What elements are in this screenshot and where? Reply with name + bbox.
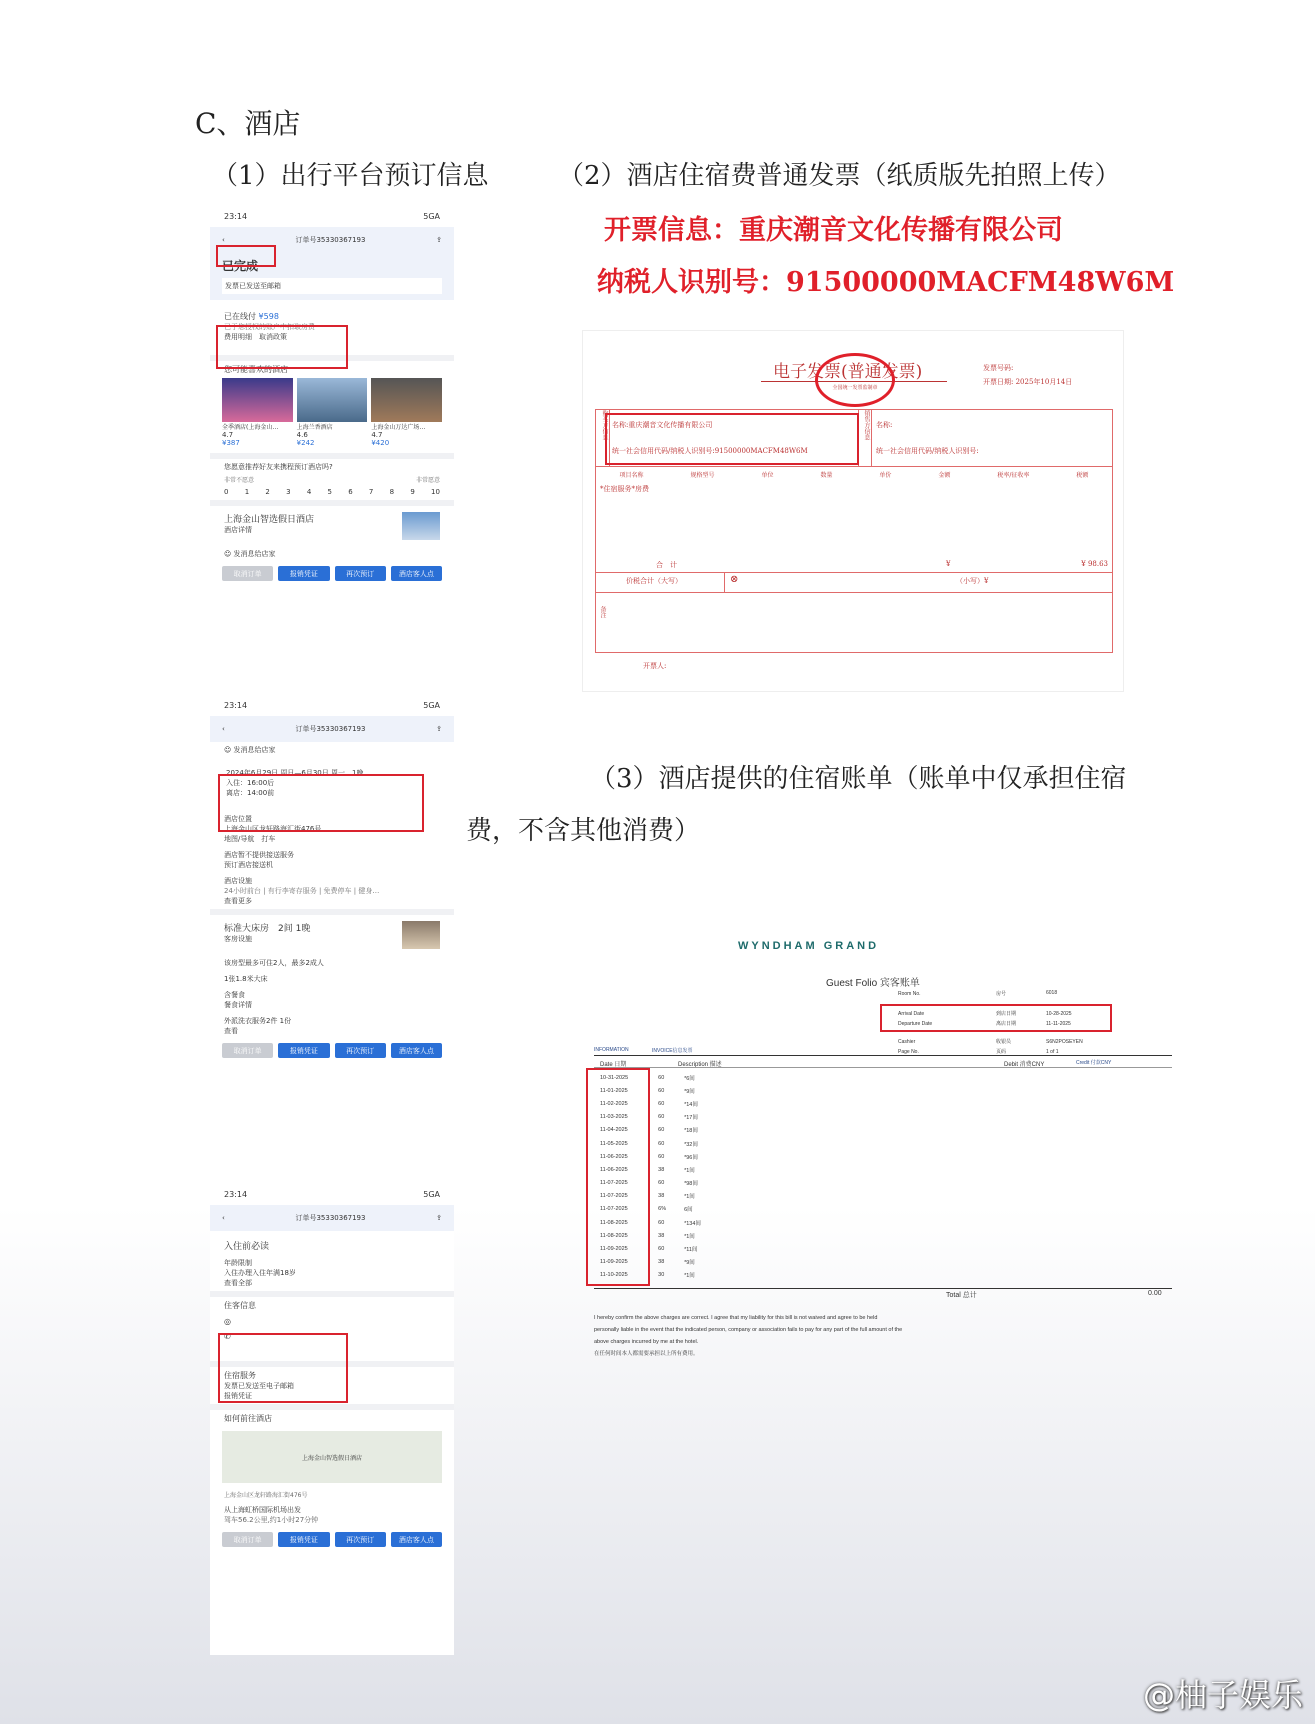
folio-cell-desc: *14间 [684, 1101, 698, 1108]
hotel-name: 上海金山智选假日酒店 [224, 515, 315, 525]
hotel-card[interactable]: 上海兰香酒店 4.6 ¥242 [297, 378, 368, 447]
hotel-card[interactable]: 全季酒店(上海金山… 4.7 ¥387 [222, 378, 293, 447]
folio-cell-code: 38 [658, 1193, 665, 1200]
invoice-notice[interactable]: 发票已发送至邮箱 [222, 278, 442, 294]
cancel-order-button[interactable]: 取消订单 [222, 1532, 273, 1547]
folio-cell-date: 11-07-2025 [600, 1180, 628, 1187]
phone-screenshot-1: 23:14 5GA ‹ 订单号35330367193 ⇪ 已完成 发票已发送至邮箱 已在线付 ¥598 已于您授权的账户中扣取房费 费用明细 取消政策 您可能喜欢的酒店 全季酒店(上海金山… 4.7 ¥387 上海兰香酒店 4.6 ¥242 上海金山万达广场… 4.7 ¥420 您愿意推荐好友来携程预订酒店吗? 非常不愿意 非常愿意 0 1 2 3 4 5 6 7 8 9 10 上海金山智选假日酒店 酒店详情 ☺ 发消息给店家 取消订单 报销凭证 再次预订 酒店客人点 [210, 205, 454, 677]
folio-cell-desc: *6间 [684, 1075, 695, 1082]
folio-cell-date: 11-08-2025 [600, 1219, 628, 1226]
hotel-detail-link[interactable]: 酒店详情 [224, 526, 252, 534]
stay-dates: 2024年6月29日 周日—6月30日 周一 1晚 [226, 769, 364, 777]
confirm-text: I hereby confirm the above charges are correct. I agree that my liability for this bill is not waived and agree to be held personally liable in the event that the indicated person, company or association fails to pay for any part of the full amount of the above charges incurred by me at the hotel. 在任何时间本人都需要承担以上所有费用。 [594, 1315, 903, 1357]
guest-info-title: 住客信息 [224, 1301, 256, 1310]
receipt-button[interactable]: 报销凭证 [278, 1532, 329, 1547]
back-icon[interactable]: ‹ [222, 1214, 225, 1222]
folio-cell-date: 11-07-2025 [600, 1206, 628, 1213]
checkin-time: 入住：16:00后 [226, 779, 275, 787]
message-shop[interactable]: 发消息给店家 [233, 550, 276, 558]
folio-cell-code: 60 [658, 1153, 665, 1160]
subtitle-folio-2: 费，不含其他消费） [466, 816, 701, 846]
folio-cell-code: 38 [658, 1166, 665, 1173]
user-icon: ◎ [224, 1317, 231, 1326]
status-bar: 23:14 5GA [224, 1189, 440, 1199]
folio-cell-desc: *98间 [684, 1181, 698, 1188]
phone-icon: ✆ [224, 1332, 231, 1341]
cancel-order-button[interactable]: 取消订单 [222, 566, 273, 581]
invoice-columns: 项目名称 规格型号 单位 数量 单价 金额 税率/征收率 税额 [619, 472, 1089, 479]
folio-cell-code: 6% [658, 1206, 667, 1213]
paid-note: 已于您授权的账户中扣取房费 [224, 323, 315, 331]
invoice-image: 电子发票(普通发票) 全国统一发票监制章 发票号码: 开票日期: 2025年10月14日 购买方信息 名称:重庆潮音文化传播有限公司 统一社会信用代码/纳税人识别号:91500000MACFM48W6M 销售方信息 名称: 统一社会信用代码/纳税人识别号: 项目名称 规格型号 单位 数量 单价 金额 税率/征收率 税额 *住宿服务*房费 合 计 ¥ ¥ 98.63 价税合计（大写） ⊗ （小写）¥ 备注 开票人: [582, 330, 1124, 692]
share-icon[interactable]: ⇪ [436, 725, 442, 733]
folio-cell-desc: *1间 [684, 1167, 695, 1174]
folio-cell-code: 60 [658, 1127, 665, 1134]
location-label: 酒店位置 [224, 815, 252, 823]
section-title: C、酒店 [195, 107, 301, 140]
order-status: 已完成 [222, 259, 259, 273]
map-preview[interactable]: 上海金山智选假日酒店 [222, 1431, 442, 1483]
meal-detail-link[interactable]: 餐食详情 [224, 1001, 252, 1009]
folio-cell-date: 11-07-2025 [600, 1193, 628, 1200]
folio-cell-date: 11-05-2025 [600, 1140, 628, 1147]
hotel-address: 上海金山区龙轩路海汇街476号 [224, 825, 322, 833]
folio-cell-desc: *1间 [684, 1194, 695, 1201]
order-number[interactable]: 订单号35330367193 [295, 725, 366, 733]
departure-date: 11-11-2025 [1046, 1021, 1071, 1027]
view-all-link[interactable]: 查看全部 [224, 1279, 252, 1287]
arrival-date: 10-28-2025 [1046, 1011, 1072, 1017]
folio-cell-desc: *9间 [684, 1260, 695, 1267]
folio-cell-date: 11-02-2025 [600, 1100, 628, 1107]
invoice-tax-id: 纳税人识别号：91500000MACFM48W6M [597, 267, 1175, 298]
folio-cell-desc: *1间 [684, 1273, 695, 1280]
rebook-button[interactable]: 再次预订 [335, 1043, 386, 1058]
folio-cell-date: 11-01-2025 [600, 1087, 628, 1094]
folio-cell-desc: *96间 [684, 1154, 698, 1161]
invoice-item: *住宿服务*房费 [600, 485, 649, 493]
rebook-button[interactable]: 再次预订 [335, 566, 386, 581]
folio-cell-date: 11-06-2025 [600, 1166, 628, 1173]
receipt-button[interactable]: 报销凭证 [278, 1043, 329, 1058]
order-navbar [210, 1205, 454, 1231]
folio-cell-code: 60 [658, 1140, 665, 1147]
subtitle-folio-1: （3）酒店提供的住宿账单（账单中仅承担住宿 [590, 764, 1127, 794]
folio-cell-desc: *18间 [684, 1128, 698, 1135]
folio-cell-date: 11-10-2025 [600, 1272, 628, 1279]
status-bar: 23:14 5GA [224, 700, 440, 710]
folio-cell-desc: *134间 [684, 1220, 701, 1227]
message-icon: ☺ [224, 746, 232, 754]
phone-screenshot-2: 23:14 5GA ‹ 订单号35330367193 ⇪ ☺ 发消息给店家 2024年6月29日 周日—6月30日 周一 1晚 入住：16:00后 离店：14:00前 酒店位置 上海金山区龙轩路海汇街476号 地图/导航 打车 酒店暂不提供接送服务 预订酒店接送机 酒店设施 24小时前台 | 有行李寄存服务 | 免费停车 | 健身… 查看更多 标准大床房 2间 1晚 客房设施 该房型最多可住2人，最多2成人 1张1.8米大床 含餐食 餐食详情 外派洗衣服务2件 1份 查看 取消订单 报销凭证 再次预订 酒店客人点 [210, 694, 454, 1166]
rebook-button[interactable]: 再次预订 [335, 1532, 386, 1547]
status-bar: 23:14 5GA [224, 211, 440, 221]
back-icon[interactable]: ‹ [222, 725, 225, 733]
cancel-order-button[interactable]: 取消订单 [222, 1043, 273, 1058]
paid-amount: ¥598 [258, 312, 279, 321]
folio-cell-desc: *9间 [684, 1088, 695, 1095]
hotel-brand: WYNDHAM GRAND [738, 940, 880, 952]
room-thumbnail [402, 921, 440, 949]
folio-cell-desc: *32间 [684, 1141, 698, 1148]
back-icon[interactable]: ‹ [222, 236, 225, 244]
folio-cell-date: 11-06-2025 [600, 1153, 628, 1160]
invoice-title: 电子发票(普通发票) [773, 362, 923, 382]
hotel-guest-button[interactable]: 酒店客人点 [391, 566, 442, 581]
folio-cell-desc: 6间 [684, 1207, 693, 1214]
room-type: 标准大床房 2间 1晚 [224, 924, 311, 934]
highlight-guest-info [218, 1333, 348, 1403]
phone-screenshot-3: 23:14 5GA ‹ 订单号35330367193 ⇪ 入住前必读 年龄限制 入住办理入住年满18岁 查看全部 住客信息 ◎ ✆ 住宿服务 发票已发送至电子邮箱 报销凭证 如何前往酒店 上海金山智选假日酒店 上海金山区龙轩路海汇街476号 从上海虹桥国际机场出发 驾车56.2公里,约1小时27分钟 取消订单 报销凭证 再次预订 酒店客人点 [210, 1183, 454, 1655]
guest-folio-image: WYNDHAM GRAND Guest Folio 宾客账单 Room No. 房号 6018 Arrival Date Departure Date 到店日期 离店日期 10-28-2025 11-11-2025 Cashier Page No. 收银员 页码 S6N2POSEYEN 1 of 1 INFORMATION INVOICE信息发票 Date 日期 Description 描述 Debit 消费CNY Credit 付款CNY 10-31-2025 60 *6间 11-01-2025 60 *9间 11-02-2025 60 *14间 11-03-2025 60 *17间 11-04-2025 60 *18间 11-05-2025 60 *32间 11-06-2025 60 *96间 11-06-2025 38 *1间 11-07-2025 60 *98间 11-07-2025 38 *1间 11-07-2025 6% 6间 11-08-2025 60 *134间 11-08-2025 38 *1间 11-09-2025 60 *11间 11-09-2025 38 *9间 11-10-2025 30 *1间 Total 总计 0.00 I hereby confirm the above charges are correct. I agree that my liability for this bill is not waived and agree to be held personally liable in the event that the indicated person, company or association fails to pay for any part of the full amount of the above charges incurred by me at the hotel. 在任何时间本人都需要承担以上所有费用。 [582, 930, 1172, 1360]
facility-more-link[interactable]: 查看更多 [224, 897, 252, 905]
receipt-link[interactable]: 报销凭证 [224, 1392, 252, 1400]
invoice-company: 开票信息：重庆潮音文化传播有限公司 [604, 215, 1063, 246]
highlight-dates [218, 774, 424, 832]
order-navbar [210, 716, 454, 742]
message-icon: ☺ [224, 550, 232, 558]
share-icon[interactable]: ⇪ [436, 1214, 442, 1222]
folio-cell-code: 60 [658, 1087, 665, 1094]
folio-cell-date: 11-09-2025 [600, 1246, 628, 1253]
room-facility-link[interactable]: 客房设施 [224, 935, 252, 943]
folio-cell-date: 11-09-2025 [600, 1259, 628, 1266]
survey-scale: 0 1 2 3 4 5 6 7 8 9 10 [224, 488, 440, 496]
watermark: @柚子娱乐 [1142, 1676, 1303, 1714]
subtitle-invoice: （2）酒店住宿费普通发票（纸质版先拍照上传） [558, 161, 1121, 191]
cancel-policy-link[interactable]: 取消政策 [259, 333, 287, 341]
folio-total: 0.00 [1148, 1290, 1162, 1297]
folio-cell-desc: *1间 [684, 1233, 695, 1240]
buyer-name: 名称:重庆潮音文化传播有限公司 [612, 421, 713, 429]
folio-cell-desc: *11间 [684, 1247, 698, 1254]
invoice-total: ¥ 98.63 [1081, 560, 1108, 568]
order-number[interactable]: 订单号35330367193 [295, 1214, 366, 1222]
folio-cell-code: 60 [658, 1246, 665, 1253]
folio-cell-date: 10-31-2025 [600, 1074, 629, 1081]
folio-title: Guest Folio 宾客账单 [826, 978, 920, 989]
shuttle-link[interactable]: 预订酒店接送机 [224, 861, 273, 869]
room-number: 6018 [1046, 990, 1058, 996]
folio-cell-code: 38 [658, 1259, 665, 1266]
folio-cell-code: 60 [658, 1074, 665, 1081]
folio-cell-code: 60 [658, 1219, 665, 1226]
folio-cell-desc: *17间 [684, 1115, 698, 1122]
taxi-link[interactable]: 打车 [261, 835, 276, 843]
highlight-paid [216, 325, 348, 369]
order-number[interactable]: 订单号35330367193 [295, 236, 366, 244]
highlight-dates-column [586, 1068, 650, 1286]
folio-cell-code: 60 [658, 1180, 665, 1187]
map-nav-link[interactable]: 地图/导航 [224, 835, 255, 843]
folio-cell-code: 38 [658, 1232, 665, 1239]
folio-cell-code: 60 [658, 1100, 665, 1107]
rec-title: 您可能喜欢的酒店 [224, 365, 288, 374]
folio-cell-date: 11-08-2025 [600, 1232, 628, 1239]
invoice-seal: 全国统一发票监制章 [815, 353, 895, 407]
hotel-card[interactable]: 上海金山万达广场… 4.7 ¥420 [371, 378, 442, 447]
highlight-status [216, 245, 276, 267]
fee-detail-link[interactable]: 费用明细 [224, 333, 252, 341]
hotel-guest-button[interactable]: 酒店客人点 [391, 1532, 442, 1547]
invoice-date: 2025年10月14日 [1015, 378, 1073, 386]
folio-cell-code: 30 [658, 1272, 665, 1279]
buyer-tax-id: 统一社会信用代码/纳税人识别号:91500000MACFM48W6M [612, 447, 808, 455]
folio-cell-date: 11-04-2025 [600, 1127, 628, 1134]
subtitle-booking: （1）出行平台预订信息 [212, 161, 489, 191]
cross-icon: ⊗ [730, 574, 739, 585]
highlight-stay-dates [880, 1004, 1112, 1032]
folio-cell-date: 11-03-2025 [600, 1114, 628, 1121]
hotel-thumbnail [402, 512, 440, 540]
folio-cell-code: 60 [658, 1114, 665, 1121]
hotel-guest-button[interactable]: 酒店客人点 [391, 1043, 442, 1058]
checkout-time: 离店：14:00前 [226, 789, 275, 797]
invoice-frame: 购买方信息 名称:重庆潮音文化传播有限公司 统一社会信用代码/纳税人识别号:91500000MACFM48W6M 销售方信息 名称: 统一社会信用代码/纳税人识别号: 项目名称 规格型号 单位 数量 单价 金额 税率/征收率 税额 *住宿服务*房费 合 计 ¥ ¥ 98.63 价税合计（大写） ⊗ （小写）¥ 备注 [595, 409, 1113, 653]
survey-question: 您愿意推荐好友来携程预订酒店吗? [224, 463, 333, 471]
receipt-button[interactable]: 报销凭证 [278, 566, 329, 581]
highlight-buyer [605, 413, 859, 465]
paid-label: 已在线付 [224, 312, 256, 321]
share-icon[interactable]: ⇪ [436, 236, 442, 244]
